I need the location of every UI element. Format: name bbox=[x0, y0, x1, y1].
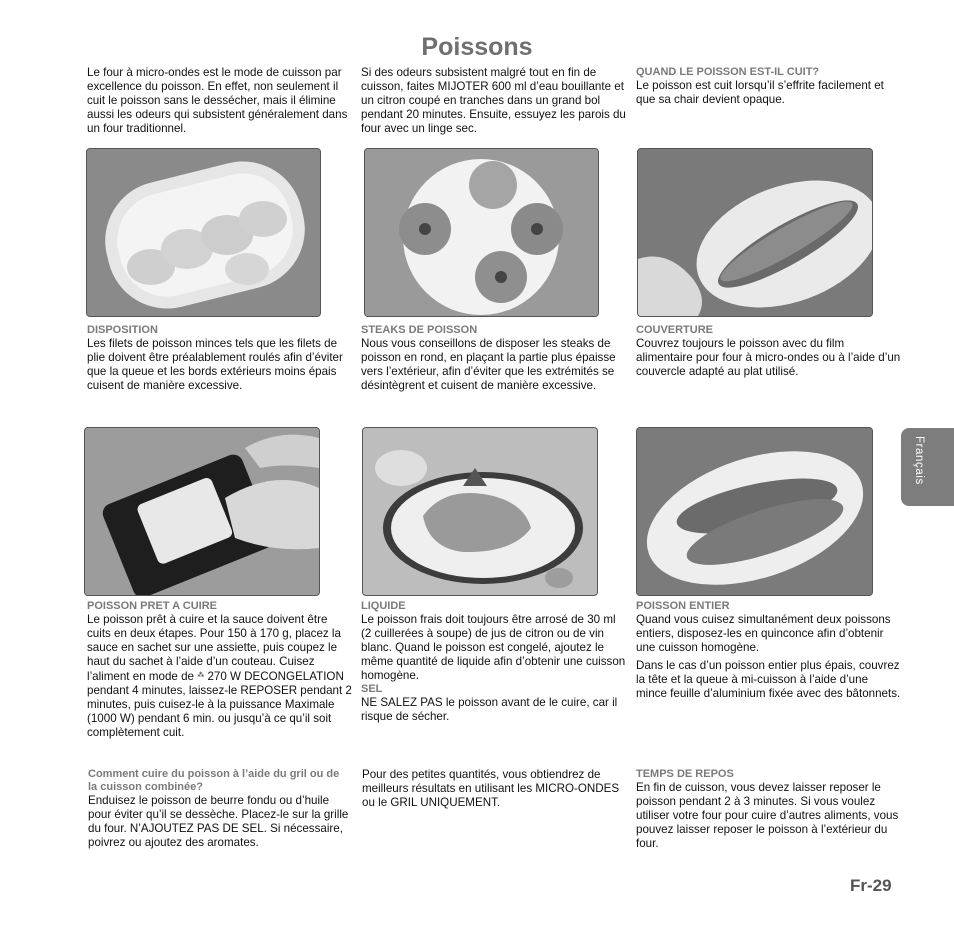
photo-liquid-lemon bbox=[362, 427, 598, 596]
photo-ready-meal bbox=[84, 427, 320, 596]
language-tab-label: Français bbox=[913, 436, 925, 485]
small-quantities-text: Pour des petites quantités, vous obtiendrez de meilleurs résultats en utilisant les MICRO-ONDES ou le GRIL UNIQUEMENT. bbox=[362, 768, 620, 809]
covering-heading: COUVERTURE bbox=[636, 324, 714, 336]
salt-heading: SEL bbox=[361, 683, 383, 695]
grill-text: Enduisez le poisson de beurre fondu ou d’huile pour éviter qu’il se dessèche. Placez-le sur la grille du four. N’AJOUTEZ PAS DE SEL. Si nécessaire, poivrez ou ajoutez des aromates. bbox=[88, 794, 349, 849]
grill-heading: Comment cuire du poisson à l’aide du gril ou de la cuisson combinée? bbox=[88, 768, 340, 793]
intro-text-2: Si des odeurs subsistent malgré tout en fin de cuisson, faites MIJOTER 600 ml d’eau bouillante et un citron coupé en tranches dans un grand bol pendant 20 minutes. Ensuite, essuyez les parois du four avec un linge sec. bbox=[361, 66, 626, 135]
covering-text: Couvrez toujours le poisson avec du film alimentaire pour four à micro-ondes ou à l’aide d’un couvercle adapté au plat utilisé. bbox=[636, 337, 901, 378]
ready-meal-text-part1: Le poisson prêt à cuire et la sauce doivent être cuits en deux étapes. Pour 150 à 170 g, placez la sauce en sachet sur une assiette, puis coupez le haut du sachet à l’aide d’un couteau. Cuisez l’aliment en mode de bbox=[87, 613, 341, 683]
salt-text: NE SALEZ PAS le poisson avant de le cuire, car il risque de sécher. bbox=[361, 696, 618, 723]
whole-fish-text: Quand vous cuisez simultanément deux poissons entiers, disposez-les en quinconce afin d’obtenir une cuisson homogène. bbox=[636, 613, 891, 654]
ready-meal-text-part2: 270 W DECONGELATION pendant 4 minutes, laissez-le REPOSER pendant 2 minutes, puis cuisez-le à la puissance Maximale (1000 W) pendant 6 min. ou jusqu’à ce qu’il soit complètement cuit. bbox=[87, 670, 352, 739]
intro-text-1: Le four à micro-ondes est le mode de cuisson par excellence du poisson. En effet, non seulement il cuit le poisson sans le dessécher, mais il élimine aussi les odeurs qui subsistent généralement dans un four traditionnel. bbox=[87, 66, 348, 135]
standing-time-block bbox=[636, 768, 901, 851]
disposition-block bbox=[87, 324, 352, 393]
grill-block bbox=[88, 768, 350, 850]
steaks-text: Nous vous conseillons de disposer les steaks de poisson en rond, en plaçant la partie plus épaisse vers l’extérieur, afin d’éviter que les extrémités se désintègrent et cuisent de manière excessive. bbox=[361, 337, 616, 392]
photo-whole-fish bbox=[636, 427, 873, 596]
ready-meal-block bbox=[87, 600, 352, 740]
liquid-heading: LIQUIDE bbox=[361, 600, 406, 612]
cooked-heading: QUAND LE POISSON EST-IL CUIT? bbox=[636, 66, 820, 78]
standing-time-text: En fin de cuisson, vous devez laisser reposer le poisson pendant 2 à 3 minutes. Si vous voulez utiliser votre four pour cuire d’autres aliments, vous pouvez laisser reposer le poisson à l’extérieur du four. bbox=[636, 781, 899, 850]
liquid-block bbox=[361, 600, 626, 724]
whole-fish-block bbox=[636, 600, 901, 701]
disposition-text: Les filets de poisson minces tels que les filets de plie doivent être préalablement roulés afin d’éviter que la queue et les bords extérieurs moins épais cuisent de manière excessive. bbox=[87, 337, 343, 392]
ready-meal-heading: POISSON PRET A CUIRE bbox=[87, 600, 217, 612]
steaks-heading: STEAKS DE POISSON bbox=[361, 324, 478, 336]
intro-block-3 bbox=[636, 66, 901, 107]
defrost-mode-icon: ⁂ bbox=[197, 672, 205, 679]
whole-fish-text-2: Dans le cas d’un poisson entier plus épais, couvrez la tête et la queue à mi-cuisson à l’aide d’une mince feuille d’aluminium fixée avec des bâtonnets. bbox=[636, 659, 901, 700]
standing-time-heading: TEMPS DE REPOS bbox=[636, 768, 734, 780]
steaks-block bbox=[361, 324, 626, 393]
disposition-heading: DISPOSITION bbox=[87, 324, 158, 336]
whole-fish-heading: POISSON ENTIER bbox=[636, 600, 730, 612]
photo-covering-film bbox=[637, 148, 873, 317]
liquid-text: Le poisson frais doit toujours être arrosé de 30 ml (2 cuillerées à soupe) de jus de citron ou de vin blanc. Quand le poisson est congelé, ajoutez le même quantité de liquide afin d’obtenir une cuisson homogène. bbox=[361, 613, 626, 682]
page-title: Poissons bbox=[421, 33, 533, 61]
cooked-text: Le poisson est cuit lorsqu’il s’effrite facilement et que sa chair devient opaque. bbox=[636, 79, 884, 106]
covering-block bbox=[636, 324, 901, 379]
language-tab bbox=[901, 428, 954, 506]
page-number: Fr-29 bbox=[850, 876, 892, 895]
photo-rolled-fillets bbox=[86, 148, 321, 317]
photo-fish-steaks bbox=[364, 148, 599, 317]
ready-meal-text bbox=[87, 613, 352, 740]
